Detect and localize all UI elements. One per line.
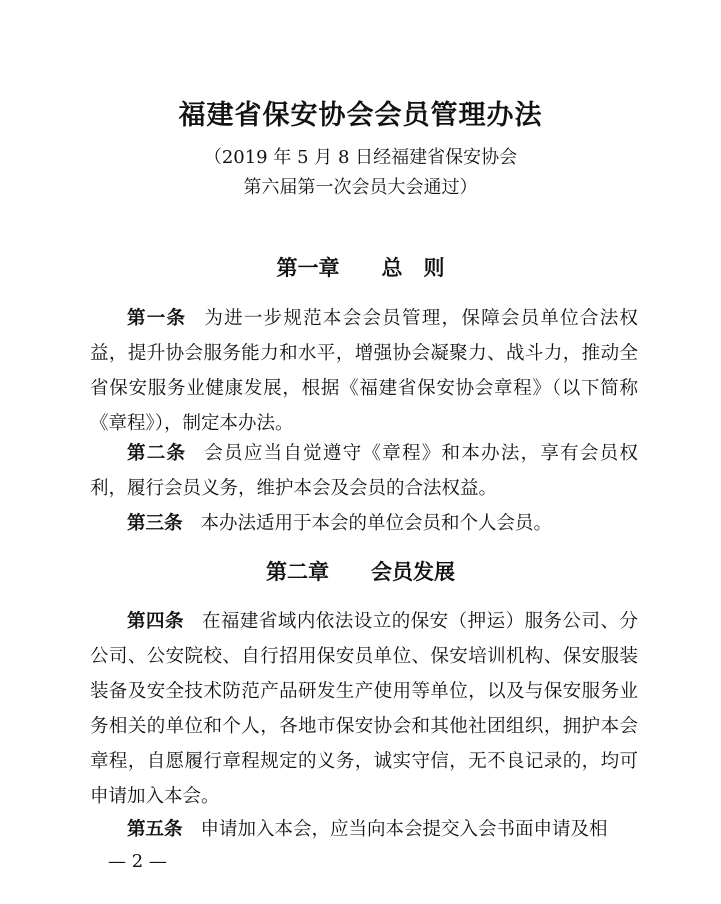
article-label: 第五条 — [127, 819, 183, 840]
document-title: 福建省保安协会会员管理办法 — [178, 100, 543, 131]
article-text: 申请加入本会，应当向本会提交入会书面申请及相 — [200, 819, 608, 840]
article-label: 第四条 — [127, 611, 184, 632]
article-label: 第二条 — [127, 443, 187, 464]
article-paragraph — [90, 436, 638, 506]
article-text: 会员应当自觉遵守《章程》和本办法，享有会员权利，履行会员义务，维护本会及会员的合法权益。 — [90, 443, 638, 499]
page-number: — 2 — — [108, 851, 167, 872]
chapter-heading-2: 第二章 会员发展 — [266, 559, 455, 584]
article-paragraph — [90, 812, 638, 847]
article-label: 第三条 — [127, 513, 183, 534]
document-subtitle-line1: （2019 年 5 月 8 日经福建省保安协会 — [203, 147, 518, 168]
article-text: 本办法适用于本会的单位会员和个人会员。 — [200, 513, 553, 534]
article-label: 第一条 — [127, 308, 187, 329]
chapter-heading-1: 第一章 总 则 — [276, 255, 445, 280]
article-text: 为进一步规范本会会员管理，保障会员单位合法权益，提升协会服务能力和水平，增强协会凝聚力、战斗力，推动全省保安服务业健康发展，根据《福建省保安协会章程》（以下简称《章程》），制定本办法。 — [90, 308, 638, 434]
article-paragraph — [90, 301, 638, 441]
article-paragraph — [90, 604, 638, 814]
document-subtitle-line2: 第六届第一次会员大会通过） — [243, 177, 478, 198]
article-paragraph — [90, 506, 638, 541]
article-text: 在福建省域内依法设立的保安（押运）服务公司、分公司、公安院校、自行招用保安员单位、保安培训机构、保安服装装备及安全技术防范产品研发生产使用等单位，以及与保安服务业务相关的单位和个人，各地市保安协会和其他社团组织，拥护本会章程，自愿履行章程规定的义务，诚实守信，无不良记录的，均可申请加入本会。 — [90, 611, 638, 807]
